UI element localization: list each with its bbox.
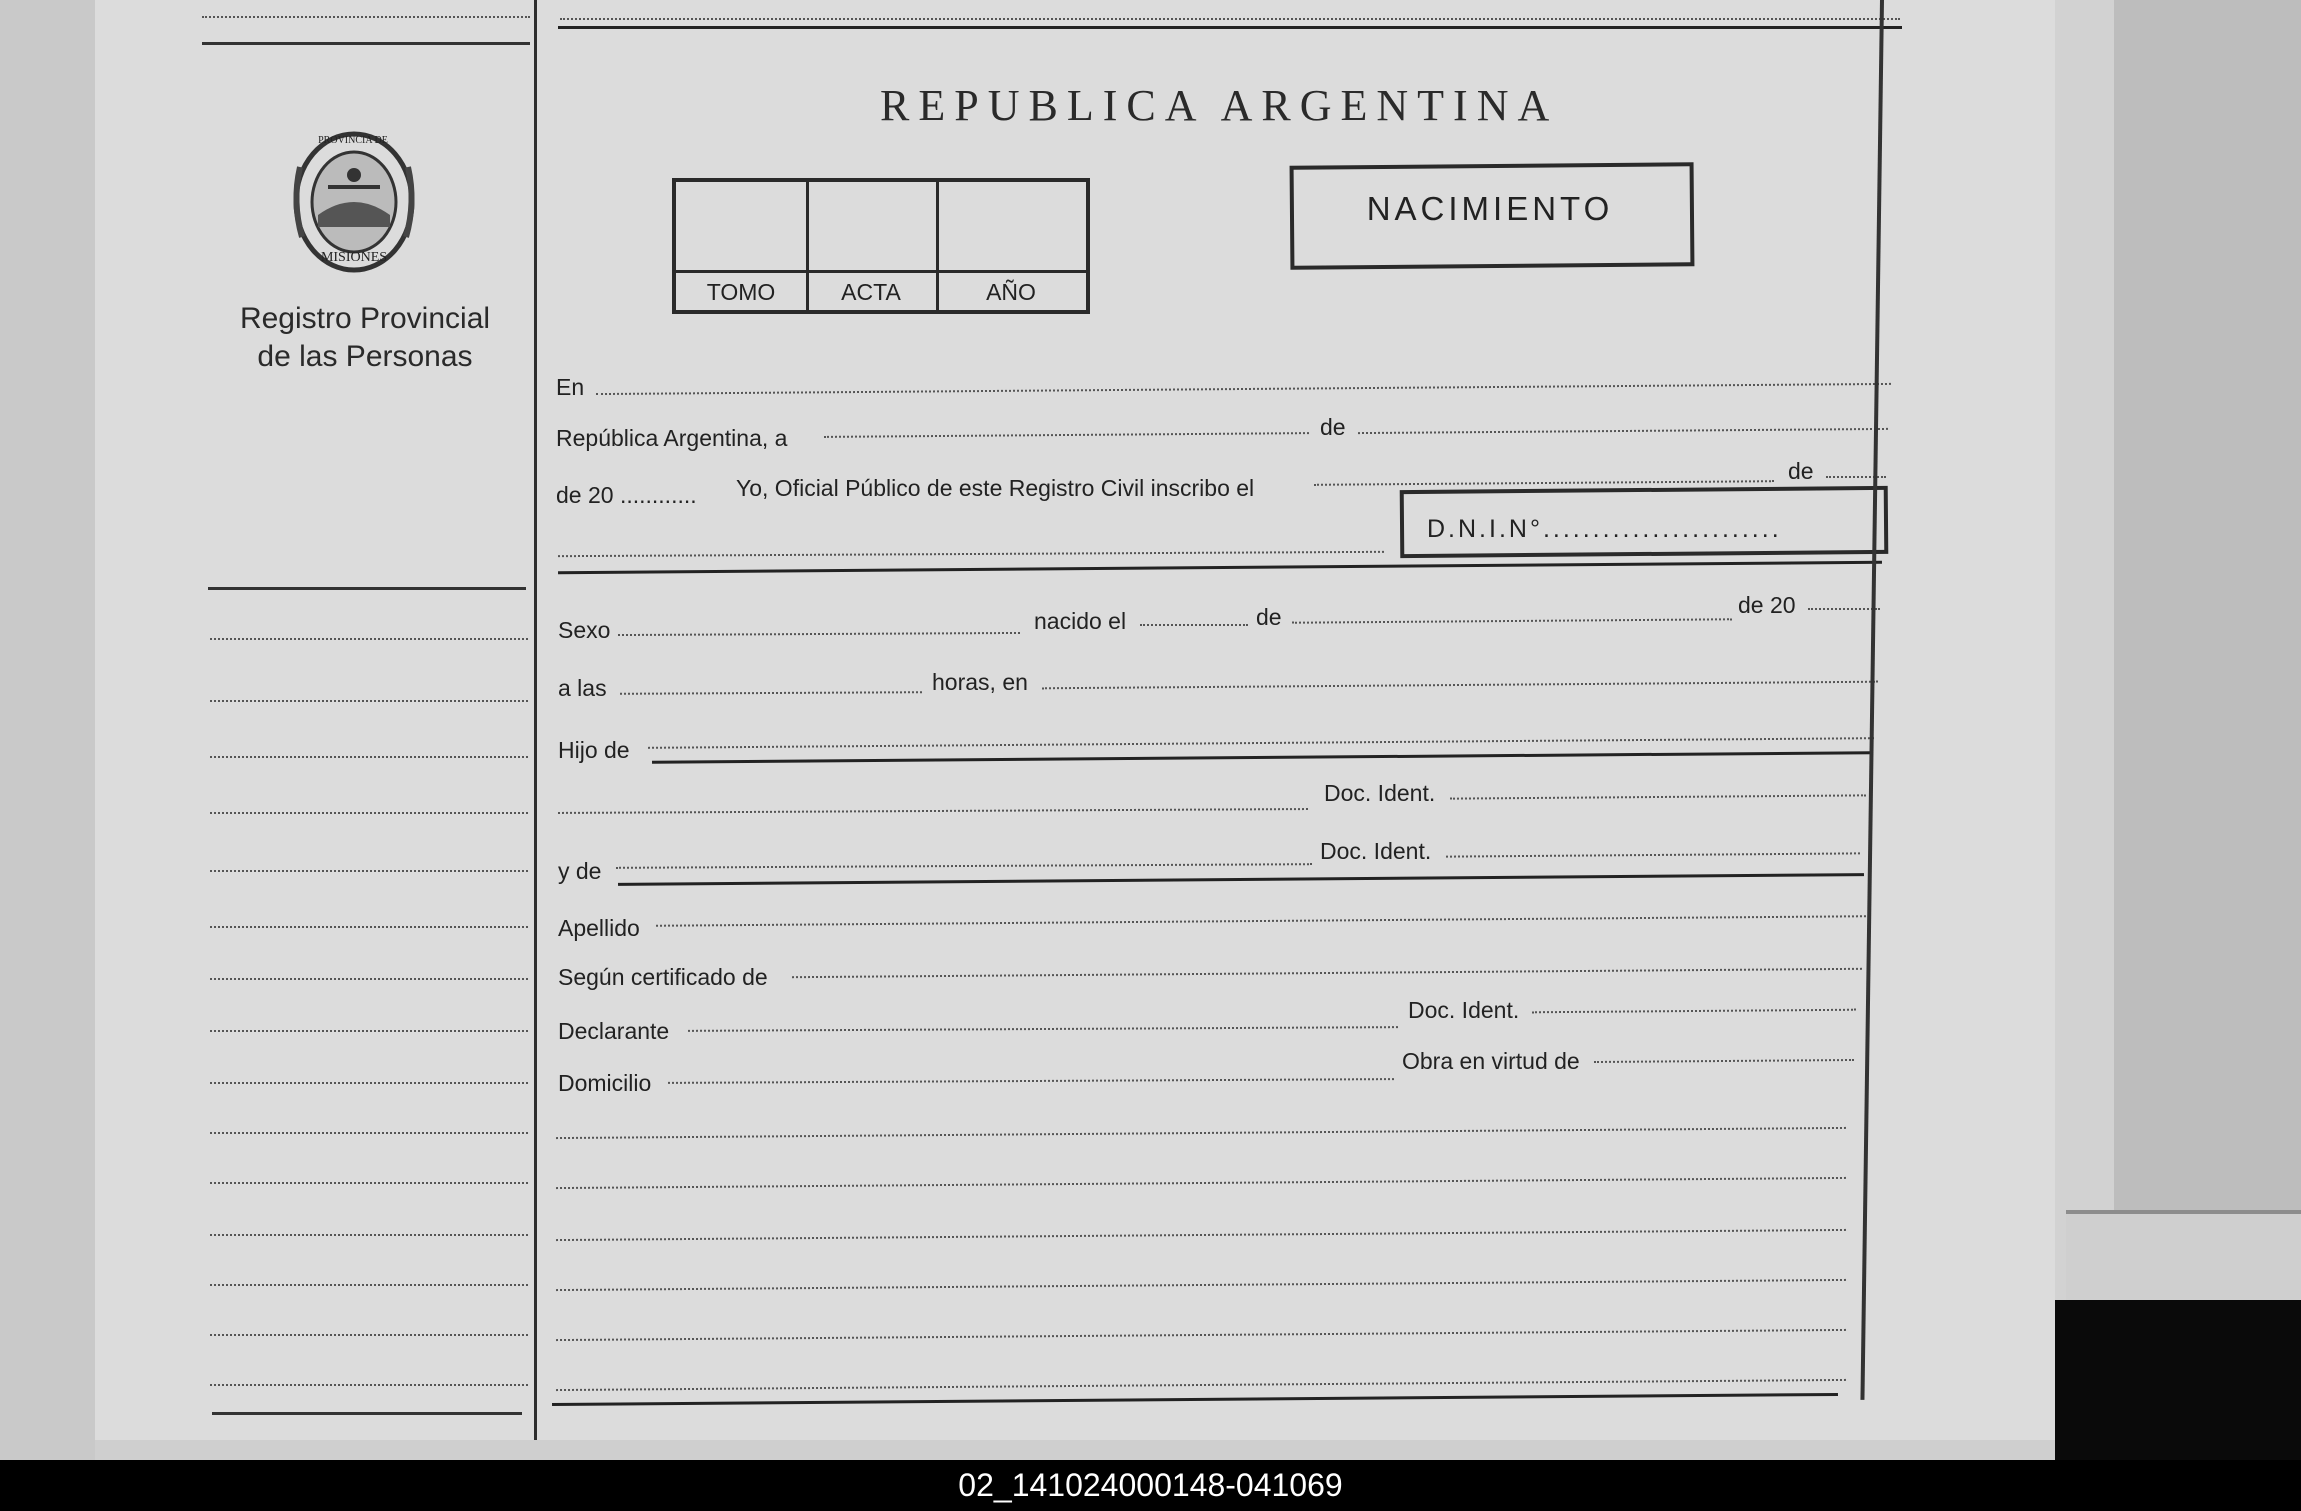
field-nacido-line[interactable] bbox=[1140, 624, 1248, 626]
label-apellido: Apellido bbox=[558, 915, 640, 941]
stub-bottom-line bbox=[212, 1412, 522, 1415]
label-domicilio: Domicilio bbox=[558, 1070, 652, 1096]
page-title: REPUBLICA ARGENTINA bbox=[880, 81, 1559, 130]
stub-ruled-line[interactable] bbox=[210, 870, 528, 873]
top-dotted-line bbox=[560, 18, 1900, 20]
book-background bbox=[2090, 0, 2301, 1300]
label-de-1: de bbox=[1320, 414, 1346, 440]
label-segun: Según certificado de bbox=[558, 964, 768, 990]
label-de-2: de bbox=[1788, 458, 1814, 484]
ano-label: AÑO bbox=[986, 279, 1036, 305]
stub-line bbox=[202, 16, 530, 19]
label-horas: horas, en bbox=[932, 669, 1028, 695]
record-type-label: NACIMIENTO bbox=[1366, 190, 1614, 227]
page-bottom-edge bbox=[95, 1440, 2055, 1460]
label-de-20-birth: de 20 bbox=[1738, 592, 1796, 618]
stub-ruled-line[interactable] bbox=[210, 926, 528, 929]
stub-section-line bbox=[208, 587, 526, 590]
label-sexo: Sexo bbox=[558, 617, 611, 643]
book-edge bbox=[2066, 1210, 2301, 1314]
stub-ruled-line[interactable] bbox=[210, 1182, 528, 1185]
label-de-20: de 20 ............ bbox=[556, 482, 697, 508]
label-declarante: Declarante bbox=[558, 1018, 670, 1044]
seal-bottom-text: MISIONES bbox=[320, 250, 388, 265]
label-doc-ident-1: Doc. Ident. bbox=[1324, 780, 1436, 806]
stub-ruled-line[interactable] bbox=[210, 1334, 528, 1337]
seal-top-text: PROVINCIA DE bbox=[318, 135, 388, 146]
stub-ruled-line[interactable] bbox=[210, 638, 528, 641]
dni-label: D.N.I.N°........................ bbox=[1427, 515, 1782, 543]
field-year-line[interactable] bbox=[1808, 608, 1880, 610]
stub-ruled-line[interactable] bbox=[210, 1082, 528, 1085]
registry-name: Registro Provincial de las Personas bbox=[239, 302, 491, 373]
record-box-footer bbox=[676, 270, 1086, 273]
stub-ruled-line[interactable] bbox=[210, 1030, 528, 1033]
stub-ruled-line[interactable] bbox=[210, 1234, 528, 1237]
label-republica: República Argentina, a bbox=[556, 425, 788, 451]
label-oficial: Yo, Oficial Público de este Registro Civil inscribo el bbox=[736, 475, 1255, 501]
tomo-label: TOMO bbox=[706, 279, 776, 305]
stub-ruled-line[interactable] bbox=[210, 756, 528, 759]
label-doc-ident-3: Doc. Ident. bbox=[1408, 997, 1520, 1023]
stub-ruled-line[interactable] bbox=[210, 1384, 528, 1387]
stub-ruled-line[interactable] bbox=[210, 1132, 528, 1135]
stub-column-border bbox=[534, 0, 537, 1440]
top-divider-line bbox=[558, 26, 1902, 29]
acta-label: ACTA bbox=[841, 279, 901, 305]
label-nacido: nacido el bbox=[1034, 608, 1127, 634]
label-a-las: a las bbox=[558, 675, 607, 701]
page-left-margin bbox=[0, 0, 95, 1460]
image-caption: 02_141024000148-041069 bbox=[0, 1460, 2301, 1511]
label-hijo-de: Hijo de bbox=[558, 737, 630, 763]
label-en: En bbox=[556, 374, 585, 400]
stub-divider-line bbox=[202, 42, 530, 45]
stub-ruled-line[interactable] bbox=[210, 812, 528, 815]
label-doc-ident-2: Doc. Ident. bbox=[1320, 838, 1432, 864]
stub-ruled-line[interactable] bbox=[210, 1284, 528, 1287]
stub-ruled-line[interactable] bbox=[210, 700, 528, 703]
label-obra: Obra en virtud de bbox=[1402, 1048, 1580, 1074]
label-de-3: de bbox=[1256, 604, 1282, 630]
record-number-box bbox=[672, 178, 1090, 314]
stub-ruled-line[interactable] bbox=[210, 978, 528, 981]
label-y-de: y de bbox=[558, 858, 602, 884]
